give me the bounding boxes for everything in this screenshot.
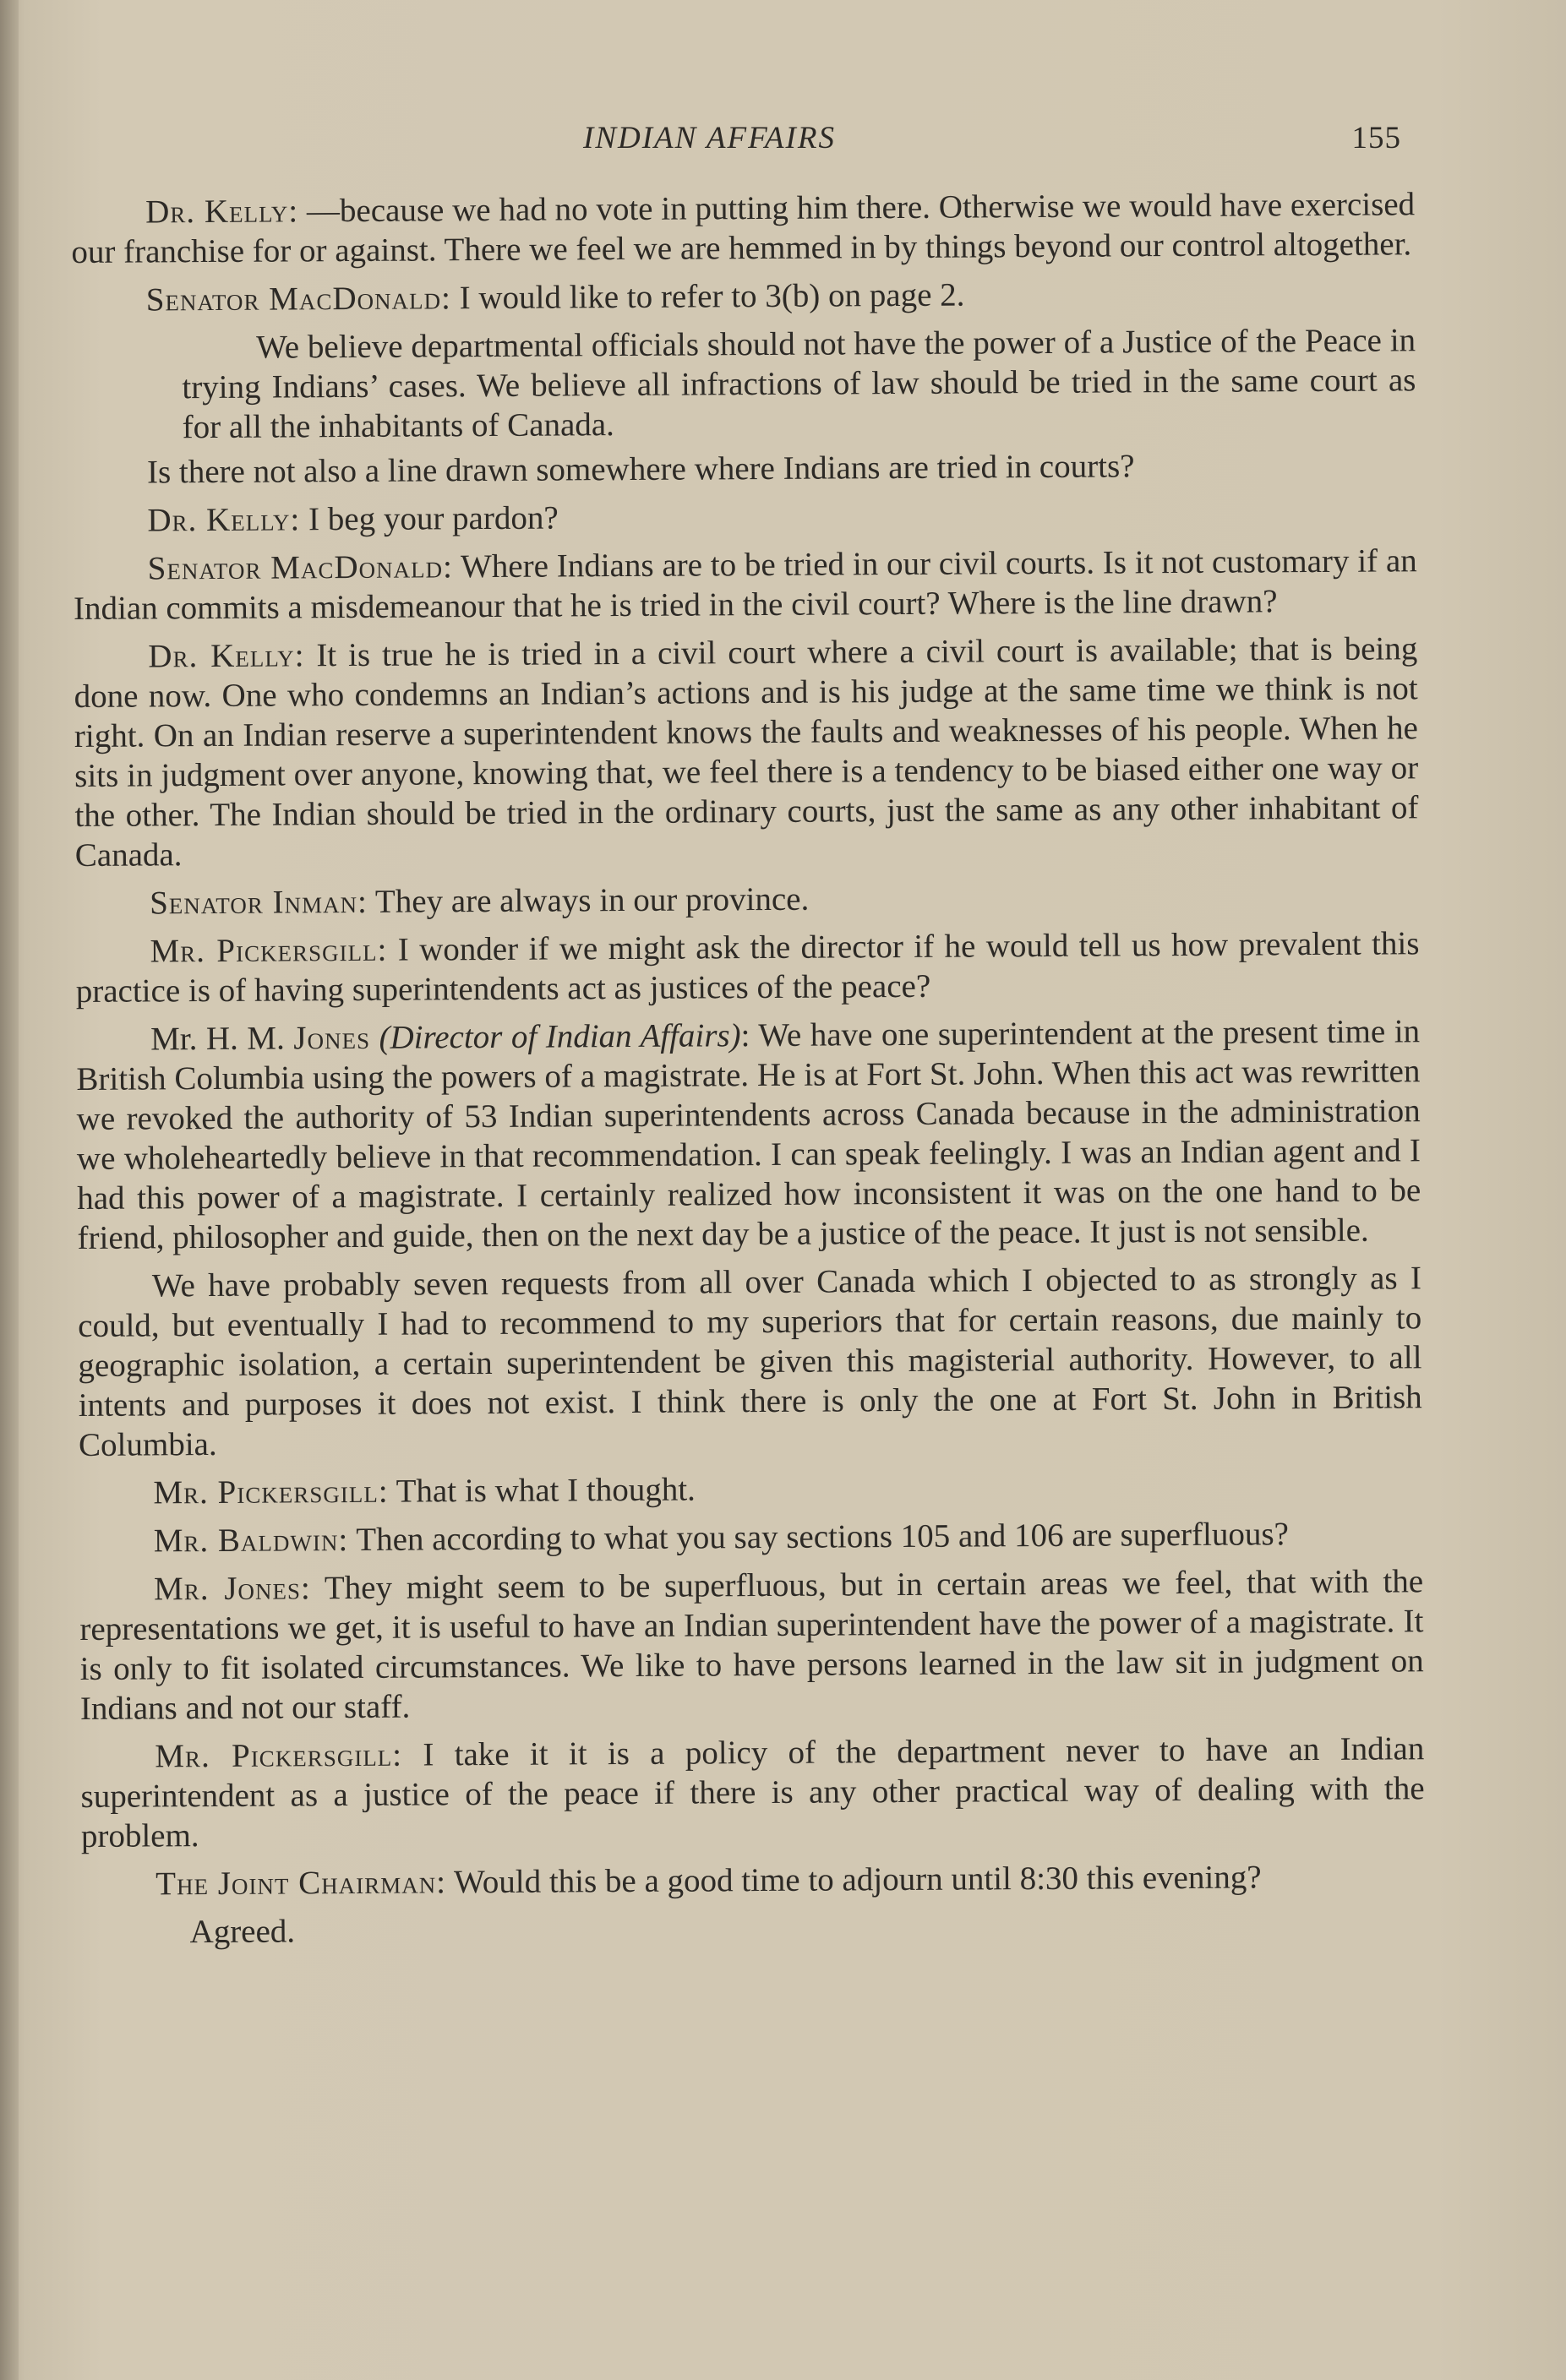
speaker-prefix: Mr. H. M.: [150, 1020, 294, 1058]
paragraph: [79, 1465, 1422, 1513]
paragraph-text: —because we had no vote in putting him there. Otherwise we would have exercised our franchise for or against. There we feel we are hemmed in by things beyond our control altogether.: [71, 186, 1416, 270]
paragraph-text: Agreed.: [189, 1913, 296, 1951]
quoted-passage: [72, 320, 1416, 448]
paragraph: [73, 444, 1416, 493]
speaker-title: (Director of Indian Affairs): [369, 1017, 741, 1056]
paragraph: [81, 1856, 1425, 1904]
paragraph: [74, 541, 1418, 629]
speaker-name: Dr. Kelly:: [145, 193, 299, 231]
paragraph: [80, 1729, 1425, 1856]
paragraph-text: I wonder if we might ask the director if he would tell us how prevalent this practice is of having superintendents act as justices of the peace?: [75, 925, 1420, 1010]
speaker-name: Senator MacDonald:: [147, 548, 454, 587]
speaker-name: Dr. Kelly:: [147, 501, 301, 539]
paragraph-text: They might seem to be superfluous, but in certain areas we feel, that with the representations we get, it is useful to have an Indian superintendent have the power of a magistrate. It is only to fit isolated circumstances. We like to have persons learned in the law sit in judgment on Indians and not our staff.: [79, 1563, 1424, 1727]
speaker-name: Senator MacDonald:: [145, 280, 452, 319]
paragraph-text: That is what I thought.: [388, 1471, 696, 1510]
page-number: 155: [1351, 121, 1401, 155]
closing-line: [81, 1904, 1425, 1952]
paragraph: [76, 1011, 1421, 1258]
paragraph: [75, 875, 1419, 923]
speaker-name: The Joint Chairman:: [156, 1864, 447, 1903]
paragraph-text: Is there not also a line drawn somewhere where Indians are tried in courts?: [146, 448, 1135, 491]
paragraph-text: Then according to what you say sections 105 and 106 are superfluous?: [348, 1516, 1290, 1559]
paragraph-text: We have probably seven requests from all over Canada which I objected to as strongly as I could, but eventually I had to recommend to my superiors that for certain reasons, due mainly to geographic isolation, a certain superintendent be given this magisterial authority. However, to all intents and purposes it does not exist. I think there is only the one at Fort St. John in British Columbia.: [78, 1260, 1422, 1463]
paragraph: [73, 493, 1416, 541]
transcript-body: [71, 184, 1426, 1952]
paragraph-text: I would like to refer to 3(b) on page 2.: [450, 276, 965, 317]
paragraph-text: Where Indians are to be tried in our civil courts. Is it not customary if an Indian commits a misdemeanour that he is tried in the civil court? Where is the line drawn?: [73, 542, 1417, 627]
speaker-name: Mr. Baldwin:: [153, 1522, 349, 1560]
paragraph-text: It is true he is tried in a civil court where a civil court is available; that is being done now. One who condemns an Indian’s actions and is his judge at the same time we think is not right. On an Indian reserve a superintendent knows the faults and weaknesses of his people. When he sits in judgment over anyone, knowing that, we feel there is a tendency to be biased either one way or the other. The Indian should be tried in the ordinary courts, just the same as any other inhabitant of Canada.: [74, 630, 1419, 874]
paragraph: [74, 629, 1419, 875]
speaker-name: Mr. Pickersgill:: [153, 1473, 389, 1511]
paragraph-text: I beg your pardon?: [300, 499, 559, 538]
speaker-name: Dr. Kelly:: [148, 637, 305, 675]
paragraph: [75, 923, 1420, 1011]
quote-text: We believe departmental officials should not have the power of a Justice of the Peace in trying Indians’ cases. We believe all infractions of law should be tried in the same court as for all the inhabitants of Canada.: [182, 322, 1416, 446]
paragraph-text: : We have one superintendent at the present time in British Columbia using the powers of a magistrate. He is at Fort St. John. When this act was rewritten we revoked the authority of 53 Indian superintendents across Canada because in the administration we wholeheartedly believe in that recommendation. I can speak feelingly. I was an Indian agent and I had this power of a magistrate. I certainly realized how inconsistent it was on the one hand to be friend, philosopher and guide, then on the next day be a justice of the peace. It just is not sensible.: [76, 1013, 1421, 1256]
running-title: INDIAN AFFAIRS: [583, 121, 836, 155]
speaker-name: Senator Inman:: [150, 883, 368, 922]
paragraph: [79, 1561, 1424, 1729]
speaker-name: Mr. Pickersgill:: [155, 1736, 403, 1775]
paragraph-text: I take it it is a policy of the department never to have an Indian superintendent as a justice of the peace if there is any other practical way of dealing with the problem.: [80, 1730, 1425, 1854]
paragraph: [71, 184, 1416, 272]
paragraph: [79, 1513, 1423, 1561]
paragraph: [78, 1258, 1422, 1465]
speaker-name: Mr. Jones:: [153, 1570, 311, 1608]
paragraph-text: They are always in our province.: [367, 880, 810, 920]
page-header: [76, 120, 1401, 162]
paragraph: [72, 272, 1416, 320]
paragraph-text: Would this be a good time to adjourn until 8:30 this evening?: [445, 1859, 1262, 1901]
speaker-name: Jones: [293, 1019, 371, 1057]
speaker-name: Mr. Pickersgill:: [150, 931, 388, 970]
page-binding-edge: [0, 0, 19, 2380]
